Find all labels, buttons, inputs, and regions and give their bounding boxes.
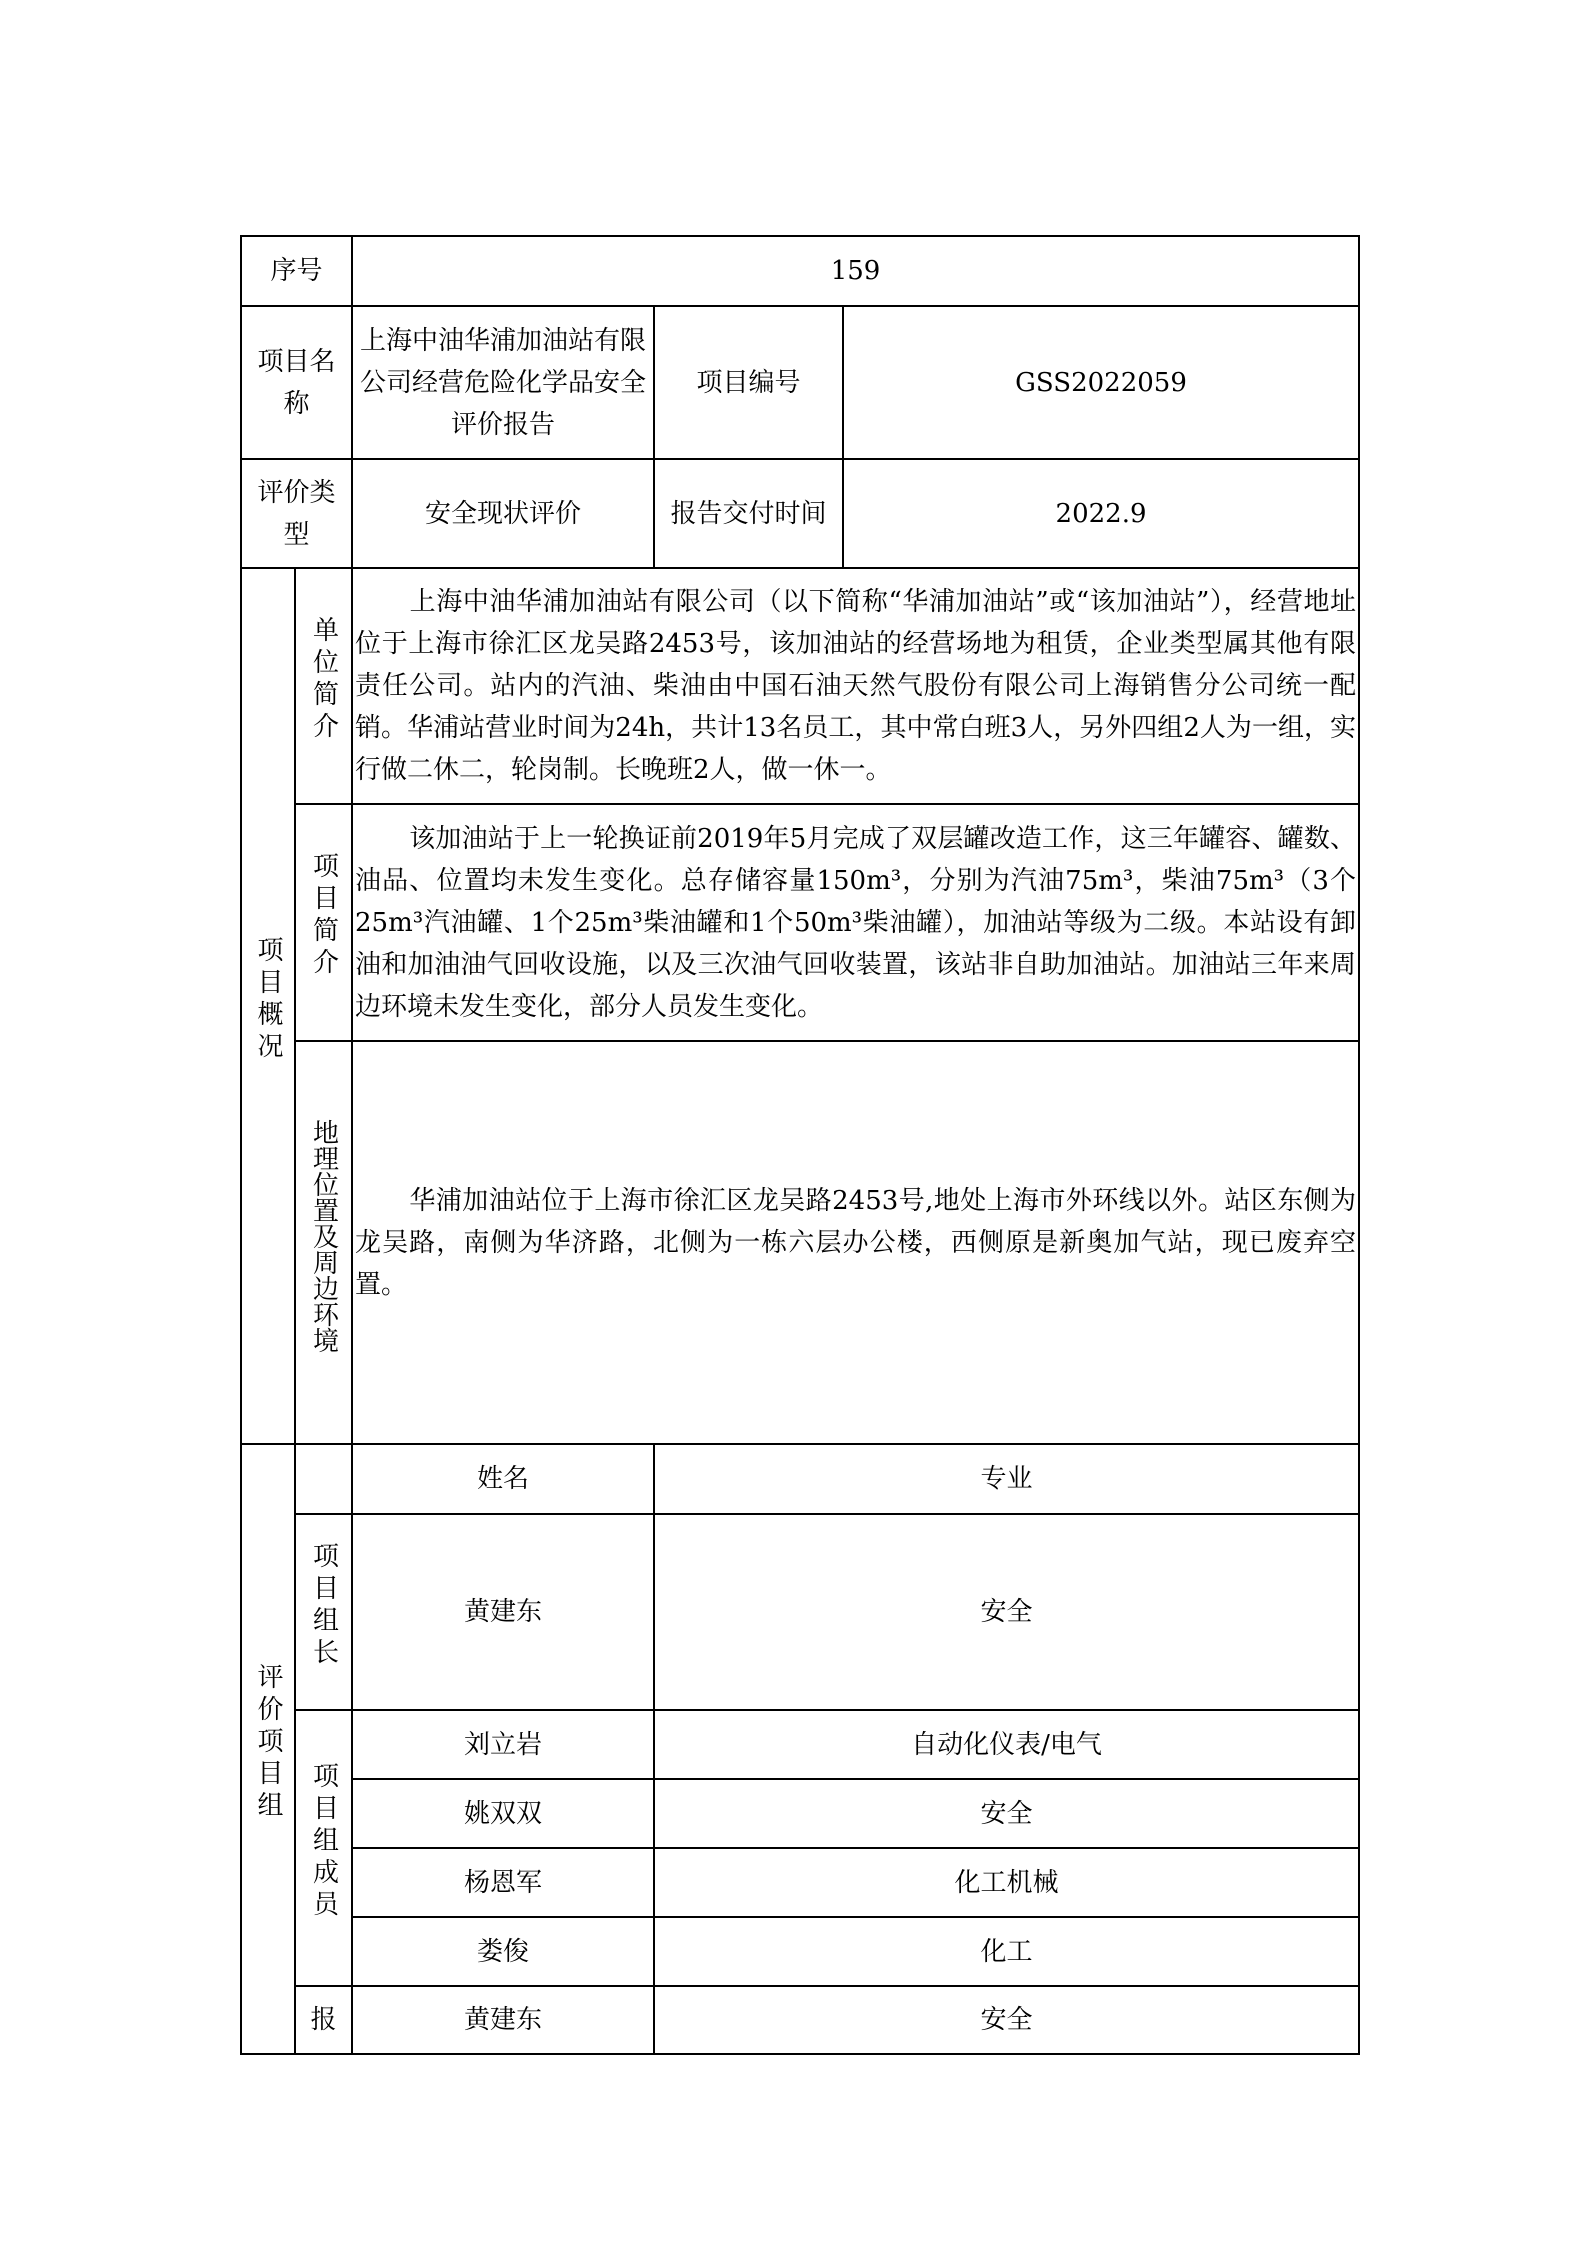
member-name: 姚双双 [352, 1779, 654, 1848]
project-name-row [241, 306, 1359, 459]
member-major: 化工 [654, 1917, 1359, 1986]
overview-section-label [241, 568, 295, 1444]
project-intro-text-cell [352, 804, 1359, 1041]
report-label: 报 [295, 1986, 352, 2054]
overview-section-text: 项目概况 [253, 935, 283, 1064]
member-name: 刘立岩 [352, 1710, 654, 1779]
unit-intro-row [241, 568, 1359, 804]
project-intro-label-text: 项目简介 [308, 852, 339, 980]
member-row [241, 1779, 1359, 1848]
location-row [241, 1041, 1359, 1444]
unit-intro-label [295, 568, 352, 804]
serial-row [241, 236, 1359, 306]
unit-intro-text-cell [352, 568, 1359, 804]
member-name: 杨恩军 [352, 1848, 654, 1917]
project-intro-row [241, 804, 1359, 1041]
name-header: 姓名 [352, 1444, 654, 1514]
location-text-cell [352, 1041, 1359, 1444]
leader-major: 安全 [654, 1514, 1359, 1710]
project-code-label: 项目编号 [654, 306, 843, 459]
member-major: 自动化仪表/电气 [654, 1710, 1359, 1779]
project-name-label: 项目名称 [241, 306, 352, 459]
member-row [241, 1917, 1359, 1986]
leader-name: 黄建东 [352, 1514, 654, 1710]
project-code-value: GSS2022059 [843, 306, 1359, 459]
report-row [241, 1986, 1359, 2054]
evaluation-record-table [240, 235, 1360, 2055]
location-label [295, 1041, 352, 1444]
location-text: 华浦加油站位于上海市徐汇区龙吴路2453号,地处上海市外环线以外。站区东侧为龙吴路，南侧为华济路，北侧为一栋六层办公楼，西侧原是新奥加气站，现已废弃空置。 [355, 1185, 1357, 1300]
unit-intro-label-text: 单位简介 [308, 615, 339, 744]
delivery-time-value: 2022.9 [843, 459, 1359, 568]
members-label [295, 1710, 352, 1986]
project-name-value: 上海中油华浦加油站有限公司经营危险化学品安全评价报告 [352, 306, 654, 459]
leader-label-text: 项目组长 [308, 1541, 339, 1670]
major-header: 专业 [654, 1444, 1359, 1514]
project-intro-label [295, 804, 352, 1041]
serial-value: 159 [352, 236, 1359, 306]
serial-label: 序号 [241, 236, 352, 306]
evaluation-type-label: 评价类型 [241, 459, 352, 568]
project-intro-text: 该加油站于上一轮换证前2019年5月完成了双层罐改造工作，这三年罐容、罐数、油品、位置均未发生变化。总存储容量150m³，分别为汽油75m³，柴油75m³（3个25m³汽油罐、1个25m³柴油罐和1个50m³柴油罐），加油站等级为二级。本站设有卸油和加油油气回收设施，以及三次油气回收装置，该站非自助加油站。加油站三年来周边环境未发生变化，部分人员发生变化。 [355, 823, 1357, 1022]
team-section-text: 评价项目组 [253, 1662, 283, 1823]
location-label-text: 地理位置及周边环境 [308, 1119, 339, 1353]
leader-label [295, 1514, 352, 1710]
members-label-text: 项目组成员 [308, 1761, 339, 1922]
team-header-row [241, 1444, 1359, 1514]
evaluation-type-value: 安全现状评价 [352, 459, 654, 568]
member-name: 娄俊 [352, 1917, 654, 1986]
member-row [241, 1710, 1359, 1779]
member-major: 化工机械 [654, 1848, 1359, 1917]
member-major: 安全 [654, 1779, 1359, 1848]
empty-cell [295, 1444, 352, 1514]
report-name: 黄建东 [352, 1986, 654, 2054]
member-row [241, 1848, 1359, 1917]
leader-row [241, 1514, 1359, 1710]
team-section-label [241, 1444, 295, 2054]
unit-intro-text: 上海中油华浦加油站有限公司（以下简称“华浦加油站”或“该加油站”），经营地址位于上海市徐汇区龙吴路2453号，该加油站的经营场地为租赁，企业类型属其他有限责任公司。站内的汽油、柴油由中国石油天然气股份有限公司上海销售分公司统一配销。华浦站营业时间为24h，共计13名员工，其中常白班3人，另外四组2人为一组，实行做二休二，轮岗制。长晚班2人，做一休一。 [355, 587, 1357, 785]
report-major: 安全 [654, 1986, 1359, 2054]
delivery-time-label: 报告交付时间 [654, 459, 843, 568]
evaluation-type-row [241, 459, 1359, 568]
